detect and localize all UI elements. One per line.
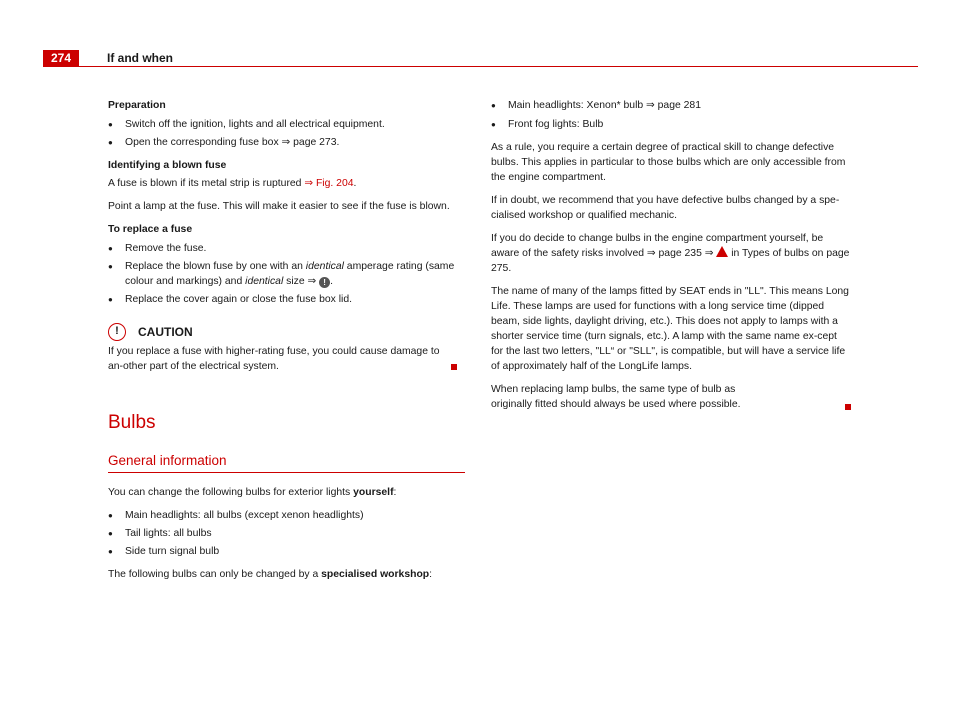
list-item: ● Replace the cover again or close the fuse box lid. bbox=[108, 292, 465, 307]
list-item: ● Open the corresponding fuse box ⇒ page 273. bbox=[108, 135, 465, 150]
header-rule bbox=[79, 66, 918, 67]
point-lamp-text: Point a lamp at the fuse. This will make it easier to see if the fuse is blown. bbox=[108, 201, 450, 212]
paragraph: As a rule, you require a certain degree of practical skill to change defective bulbs. This applies in particular to those bulbs which are only accessible from the engine compartment. bbox=[491, 142, 846, 183]
page-number: 274 bbox=[43, 50, 79, 67]
end-marker-icon bbox=[451, 364, 457, 370]
caution-text: If you replace a fuse with higher-rating fuse, you could cause damage to an-other part of the electrical system. bbox=[108, 346, 440, 372]
page-header-title: If and when bbox=[107, 51, 173, 65]
list-item: ● Front fog lights: Bulb bbox=[491, 117, 851, 132]
list-item: ● Main headlights: Xenon* bulb ⇒ page 281 bbox=[491, 98, 851, 113]
list-item: ● Tail lights: all bulbs bbox=[108, 526, 465, 541]
workshop-intro: The following bulbs can only be changed by a specialised workshop: bbox=[108, 569, 433, 580]
caution-box bbox=[108, 323, 465, 374]
replace-heading: To replace a fuse bbox=[108, 224, 193, 235]
left-column bbox=[108, 98, 465, 590]
list-item: ● Side turn signal bulb bbox=[108, 544, 465, 559]
caution-title: CAUTION bbox=[138, 324, 193, 339]
caution-icon: ! bbox=[108, 323, 126, 341]
exterior-intro: You can change the following bulbs for exterior lights yourself: bbox=[108, 487, 397, 498]
list-item: ● Switch off the ignition, lights and all electrical equipment. bbox=[108, 117, 465, 132]
subsection-title: General information bbox=[108, 452, 465, 473]
preparation-heading: Preparation bbox=[108, 100, 166, 111]
paragraph: If in doubt, we recommend that you have defective bulbs changed by a spe-cialised workshop or qualified mechanic. bbox=[491, 195, 840, 221]
paragraph: When replacing lamp bulbs, the same type of bulb as originally fitted should always be used where possible. bbox=[491, 384, 741, 410]
paragraph: The name of many of the lamps fitted by SEAT ends in "LL". This means Long Life. These lamps are used for functions with a long service time (dipped beam, side lights, daylight driving, etc.). This does not apply to lamps with a shorter service time (turn signals, etc.). A lamp with the same name ex-cept for the last two letters, "LL“ or "SLL", is compatible, but will have a service life of approximately half of the LongLife lamps. bbox=[491, 286, 849, 372]
section-title: Bulbs bbox=[108, 412, 156, 433]
paragraph: If you do decide to change bulbs in the engine compartment yourself, be aware of the safety risks involved ⇒ page 235 ⇒ in Types of bulbs on page 275. bbox=[491, 233, 850, 274]
end-marker-icon bbox=[845, 404, 851, 410]
list-item: ● Replace the blown fuse by one with an identical amperage rating (same colour and markings) and identical size ⇒ ! . bbox=[108, 259, 465, 289]
identify-heading: Identifying a blown fuse bbox=[108, 160, 227, 171]
figure-link[interactable]: ⇒ Fig. 204 bbox=[304, 178, 354, 189]
right-column bbox=[491, 98, 851, 420]
list-item: ● Main headlights: all bulbs (except xenon headlights) bbox=[108, 508, 465, 523]
list-item: ● Remove the fuse. bbox=[108, 241, 465, 256]
caution-ref-icon: ! bbox=[319, 277, 330, 288]
identify-text: A fuse is blown if its metal strip is ruptured ⇒ Fig. 204. bbox=[108, 178, 357, 189]
warning-triangle-icon bbox=[716, 246, 728, 257]
